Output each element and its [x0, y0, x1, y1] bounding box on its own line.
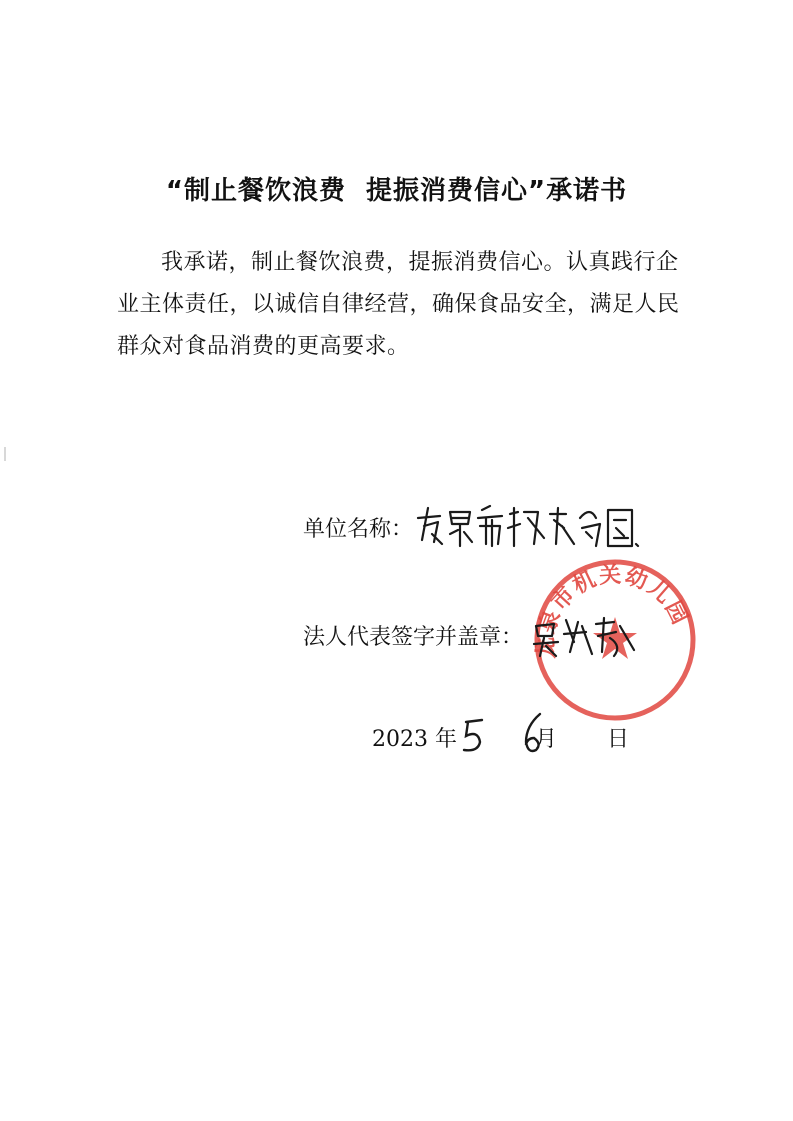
legal-rep-label: 法人代表签字并盖章：	[303, 625, 524, 650]
commitment-body	[117, 242, 697, 368]
handwritten-month	[458, 708, 488, 758]
scan-edge-mark	[4, 447, 6, 461]
date-year: 2023	[372, 727, 428, 752]
unit-name-label: 单位名称：	[303, 517, 414, 542]
handwritten-day	[518, 708, 548, 758]
commitment-paragraph: 我承诺，制止餐饮浪费，提振消费信心。认真践行企业主体责任，以诚信自律经营，确保食品安全，满足人民群众对食品消费的更高要求。	[117, 250, 680, 359]
date-line	[372, 722, 629, 753]
date-day-suffix: 日	[607, 727, 630, 752]
legal-rep-handwritten-signature	[530, 612, 640, 662]
date-year-suffix: 年	[435, 727, 458, 752]
document-title: “制止餐饮浪费 提振消费信心”承诺书	[165, 176, 628, 206]
stamp-text: 龙泉市机关幼儿园	[533, 562, 693, 660]
unit-name-handwritten-signature	[410, 498, 640, 558]
date-month-suffix: 月	[535, 727, 558, 752]
